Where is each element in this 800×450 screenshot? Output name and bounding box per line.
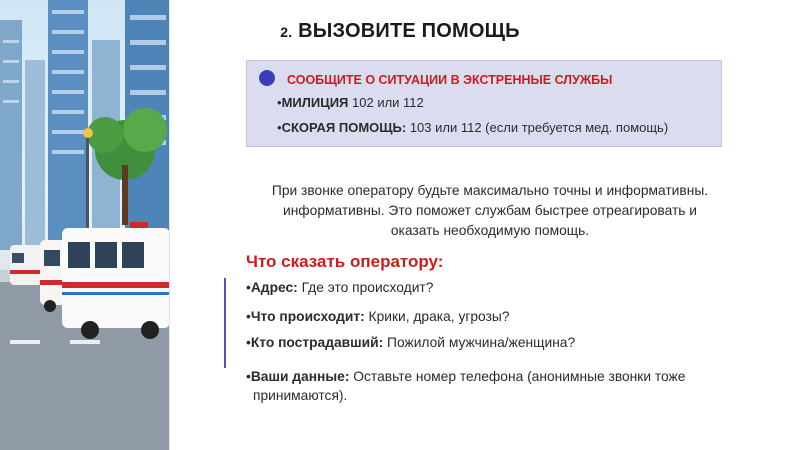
item-label: Что происходит: <box>250 309 365 324</box>
ambulance-street-image <box>0 0 170 450</box>
emergency-services-box <box>246 60 722 147</box>
title-text: ВЫЗОВИТЕ ПОМОЩЬ <box>298 20 520 42</box>
item-label: Адрес: <box>250 280 298 295</box>
box-heading: СООБЩИТЕ О СИТУАЦИИ В ЭКСТРЕННЫЕ СЛУЖБЫ <box>287 73 613 87</box>
item-label: Ваши данные: <box>250 369 350 384</box>
ambulance-numbers: 103 или 112 (если требуется мед. помощь) <box>409 120 669 135</box>
item-label: Кто пострадавший: <box>250 335 384 350</box>
title-number: 2. <box>280 24 293 40</box>
item-text: Оставьте номер телефона (анонимные звонки тоже <box>353 369 686 384</box>
accent-bar <box>224 278 226 368</box>
ambulance-label: СКОРАЯ ПОМОЩЬ: <box>281 120 407 135</box>
instruction-paragraph <box>240 181 740 241</box>
divider <box>169 0 170 450</box>
list-item-your-data-cont: принимаются). <box>253 388 348 403</box>
city-street-illustration <box>0 0 170 450</box>
list-item-your-data: •Ваши данные: Оставьте номер телефона (анонимные звонки тоже <box>246 369 686 384</box>
list-item-victim: •Кто пострадавший: Пожилой мужчина/женщина? <box>246 335 576 350</box>
police-line: •МИЛИЦИЯ 102 или 112 <box>277 95 424 110</box>
police-numbers: 102 или 112 <box>352 95 424 110</box>
list-item-address: •Адрес: Где это происходит? <box>246 280 434 295</box>
paragraph-line-2: информативны. Это поможет службам быстрее отреагировать и <box>282 203 697 218</box>
item-text: Где это происходит? <box>301 280 434 295</box>
paragraph-line-3: оказать необходимую помощь. <box>390 223 590 238</box>
list-item-what: •Что происходит: Крики, драка, угрозы? <box>246 309 510 324</box>
item-text: Крики, драка, угрозы? <box>368 309 510 324</box>
page-title <box>0 20 800 43</box>
police-label: МИЛИЦИЯ <box>281 95 349 110</box>
paragraph-line-1: При звонке оператору будьте максимально точны и информативны. <box>271 183 709 198</box>
item-text: Пожилой мужчина/женщина? <box>387 335 576 350</box>
operator-heading: Что сказать оператору: <box>246 252 444 271</box>
bullet-dot-icon <box>259 70 275 86</box>
ambulance-line: •СКОРАЯ ПОМОЩЬ: 103 или 112 (если требуется мед. помощь) <box>277 120 669 135</box>
